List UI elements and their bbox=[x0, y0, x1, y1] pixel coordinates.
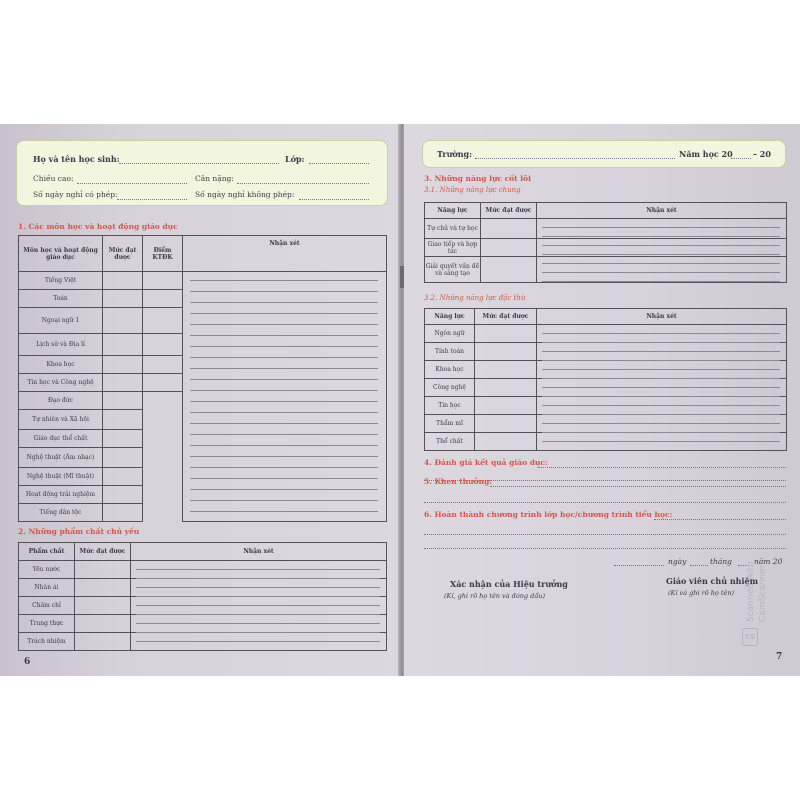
subject-name: Nghệ thuật (Âm nhạc) bbox=[19, 448, 103, 468]
score-cell bbox=[143, 430, 183, 448]
comment-lines bbox=[542, 218, 780, 282]
level-cell[interactable] bbox=[75, 579, 131, 597]
level-cell[interactable] bbox=[475, 343, 537, 361]
row-label: Yêu nước bbox=[19, 561, 75, 579]
score-cell bbox=[143, 486, 183, 504]
row-label: Tin học bbox=[425, 397, 475, 415]
row-label: Giao tiếp và hợp tác bbox=[425, 239, 481, 257]
level-cell[interactable] bbox=[475, 325, 537, 343]
section2-title: 2. Những phẩm chất chủ yếu bbox=[18, 527, 140, 536]
level-cell[interactable] bbox=[481, 257, 537, 283]
watermark-text-1: Scanned with bbox=[746, 561, 756, 622]
level-cell[interactable] bbox=[475, 379, 537, 397]
weight-field[interactable] bbox=[237, 183, 369, 184]
col-competency: Năng lực bbox=[425, 203, 481, 219]
col-subject: Môn học và hoạt động giáo dục bbox=[19, 236, 103, 272]
teacher-note: (Kí và ghi rõ họ tên) bbox=[668, 589, 735, 597]
score-cell bbox=[143, 410, 183, 430]
col-competency: Năng lực bbox=[425, 309, 475, 325]
section6-field-2[interactable] bbox=[424, 534, 786, 535]
col-level: Mức đạt được bbox=[75, 543, 131, 561]
score-cell[interactable] bbox=[143, 356, 183, 374]
score-cell[interactable] bbox=[143, 334, 183, 356]
level-cell[interactable] bbox=[75, 561, 131, 579]
subject-name: Toán bbox=[19, 290, 103, 308]
page-number-right: 7 bbox=[776, 652, 783, 662]
right-page bbox=[404, 124, 800, 676]
school-year-start[interactable] bbox=[731, 158, 751, 159]
score-cell bbox=[143, 448, 183, 468]
score-cell bbox=[143, 468, 183, 486]
row-label: Thể chất bbox=[425, 433, 475, 451]
comment-lines bbox=[136, 560, 380, 650]
level-cell[interactable] bbox=[103, 334, 143, 356]
col-comment: Nhận xét bbox=[131, 543, 387, 561]
row-label: Công nghệ bbox=[425, 379, 475, 397]
score-cell[interactable] bbox=[143, 308, 183, 334]
student-info-box bbox=[16, 140, 388, 206]
level-cell[interactable] bbox=[75, 633, 131, 651]
level-cell[interactable] bbox=[475, 397, 537, 415]
excused-absence-label: Số ngày nghỉ có phép: bbox=[33, 190, 118, 199]
date-place-field[interactable] bbox=[614, 565, 664, 566]
level-cell[interactable] bbox=[103, 272, 143, 290]
section6-field-3[interactable] bbox=[424, 548, 786, 549]
cs-logo-icon bbox=[742, 628, 758, 646]
level-cell[interactable] bbox=[103, 374, 143, 392]
col-comment: Nhận xét bbox=[183, 236, 387, 272]
principal-note: (Kí, ghi rõ họ tên và đóng dấu) bbox=[444, 592, 546, 600]
height-field[interactable] bbox=[77, 183, 187, 184]
subject-name: Đạo đức bbox=[19, 392, 103, 410]
left-page bbox=[0, 124, 400, 676]
camscanner-watermark bbox=[740, 504, 783, 654]
level-cell[interactable] bbox=[103, 410, 143, 430]
comment-lines bbox=[542, 324, 780, 450]
level-cell[interactable] bbox=[475, 361, 537, 379]
row-label: Tự chủ và tự học bbox=[425, 219, 481, 239]
class-field[interactable] bbox=[309, 163, 369, 164]
section3-2-title: 3.2. Những năng lực đặc thù bbox=[424, 294, 526, 302]
row-label: Trung thực bbox=[19, 615, 75, 633]
section5-title: 5. Khen thưởng: bbox=[424, 477, 493, 486]
school-info-box bbox=[422, 140, 786, 168]
section3-title: 3. Những năng lực cốt lõi bbox=[424, 174, 531, 183]
row-label: Thẩm mĩ bbox=[425, 415, 475, 433]
row-label: Giải quyết vấn đề và sáng tạo bbox=[425, 257, 481, 283]
unexcused-absence-field[interactable] bbox=[299, 199, 369, 200]
level-cell[interactable] bbox=[103, 308, 143, 334]
month-label: tháng bbox=[710, 557, 732, 566]
principal-title: Xác nhận của Hiệu trưởng bbox=[450, 579, 568, 589]
level-cell[interactable] bbox=[103, 430, 143, 448]
level-cell[interactable] bbox=[475, 415, 537, 433]
day-field[interactable] bbox=[690, 565, 708, 566]
subject-name: Tiếng dân tộc bbox=[19, 504, 103, 522]
class-label: Lớp: bbox=[285, 154, 305, 164]
unexcused-absence-label: Số ngày nghỉ không phép: bbox=[195, 190, 295, 199]
section4-field[interactable] bbox=[538, 467, 786, 468]
watermark-text-2: CamScanner bbox=[758, 564, 768, 622]
subject-name: Tin học và Công nghệ bbox=[19, 374, 103, 392]
teacher-title: Giáo viên chủ nhiệm bbox=[666, 576, 759, 586]
col-level: Mức đạt được bbox=[481, 203, 537, 219]
level-cell[interactable] bbox=[103, 486, 143, 504]
row-label: Tính toán bbox=[425, 343, 475, 361]
year-label: năm 20 bbox=[754, 557, 783, 566]
cs-logo-text: CS bbox=[744, 633, 756, 641]
student-name-field[interactable] bbox=[119, 163, 279, 164]
col-quality: Phẩm chất bbox=[19, 543, 75, 561]
score-cell bbox=[143, 504, 183, 522]
level-cell[interactable] bbox=[103, 504, 143, 522]
school-label: Trường: bbox=[437, 149, 473, 159]
comment-lines bbox=[190, 271, 378, 521]
school-year-sep: – 20 bbox=[753, 149, 771, 159]
school-field[interactable] bbox=[475, 158, 675, 159]
row-label: Ngôn ngữ bbox=[425, 325, 475, 343]
level-cell[interactable] bbox=[75, 615, 131, 633]
excused-absence-field[interactable] bbox=[117, 199, 187, 200]
col-comment: Nhận xét bbox=[537, 203, 787, 219]
subject-name: Nghệ thuật (Mĩ thuật) bbox=[19, 468, 103, 486]
subject-name: Ngoại ngữ 1 bbox=[19, 308, 103, 334]
col-level: Mức đạt được bbox=[103, 236, 143, 272]
level-cell[interactable] bbox=[103, 392, 143, 410]
row-label: Khoa học bbox=[425, 361, 475, 379]
school-year-label: Năm học 20 bbox=[679, 149, 733, 159]
level-cell[interactable] bbox=[481, 239, 537, 257]
section3-1-title: 3.1. Những năng lực chung bbox=[424, 186, 521, 194]
col-comment: Nhận xét bbox=[537, 309, 787, 325]
level-cell[interactable] bbox=[103, 448, 143, 468]
section1-title: 1. Các môn học và hoạt động giáo dục bbox=[18, 222, 178, 231]
row-label: Nhân ái bbox=[19, 579, 75, 597]
subject-name: Tự nhiên và Xã hội bbox=[19, 410, 103, 430]
level-cell[interactable] bbox=[103, 290, 143, 308]
page-number-left: 6 bbox=[24, 657, 31, 667]
subject-name: Hoạt động trải nghiệm bbox=[19, 486, 103, 504]
level-cell[interactable] bbox=[103, 356, 143, 374]
subject-name: Khoa học bbox=[19, 356, 103, 374]
weight-label: Cân nặng: bbox=[195, 174, 234, 183]
day-label: ngày bbox=[668, 557, 687, 566]
row-label: Chăm chỉ bbox=[19, 597, 75, 615]
height-label: Chiều cao: bbox=[33, 174, 74, 183]
level-cell[interactable] bbox=[103, 468, 143, 486]
score-cell[interactable] bbox=[143, 290, 183, 308]
row-label: Trách nhiệm bbox=[19, 633, 75, 651]
col-score: Điểm KTĐK bbox=[143, 236, 183, 272]
level-cell[interactable] bbox=[481, 219, 537, 239]
section5-field-2[interactable] bbox=[424, 502, 786, 503]
col-level: Mức đạt được bbox=[475, 309, 537, 325]
score-cell bbox=[143, 392, 183, 410]
section6-title: 6. Hoàn thành chương trình lớp học/chương trình tiểu học: bbox=[424, 510, 673, 519]
student-name-label: Họ và tên học sinh: bbox=[33, 154, 120, 164]
level-cell[interactable] bbox=[475, 433, 537, 451]
section4-title: 4. Đánh giá kết quả giáo dục: bbox=[424, 458, 548, 467]
subject-name: Lịch sử và Địa lí bbox=[19, 334, 103, 356]
score-cell[interactable] bbox=[143, 272, 183, 290]
level-cell[interactable] bbox=[75, 597, 131, 615]
subject-name: Giáo dục thể chất bbox=[19, 430, 103, 448]
booklet-photo bbox=[0, 124, 800, 676]
subject-name: Tiếng Việt bbox=[19, 272, 103, 290]
score-cell[interactable] bbox=[143, 374, 183, 392]
section5-field[interactable] bbox=[490, 486, 786, 487]
